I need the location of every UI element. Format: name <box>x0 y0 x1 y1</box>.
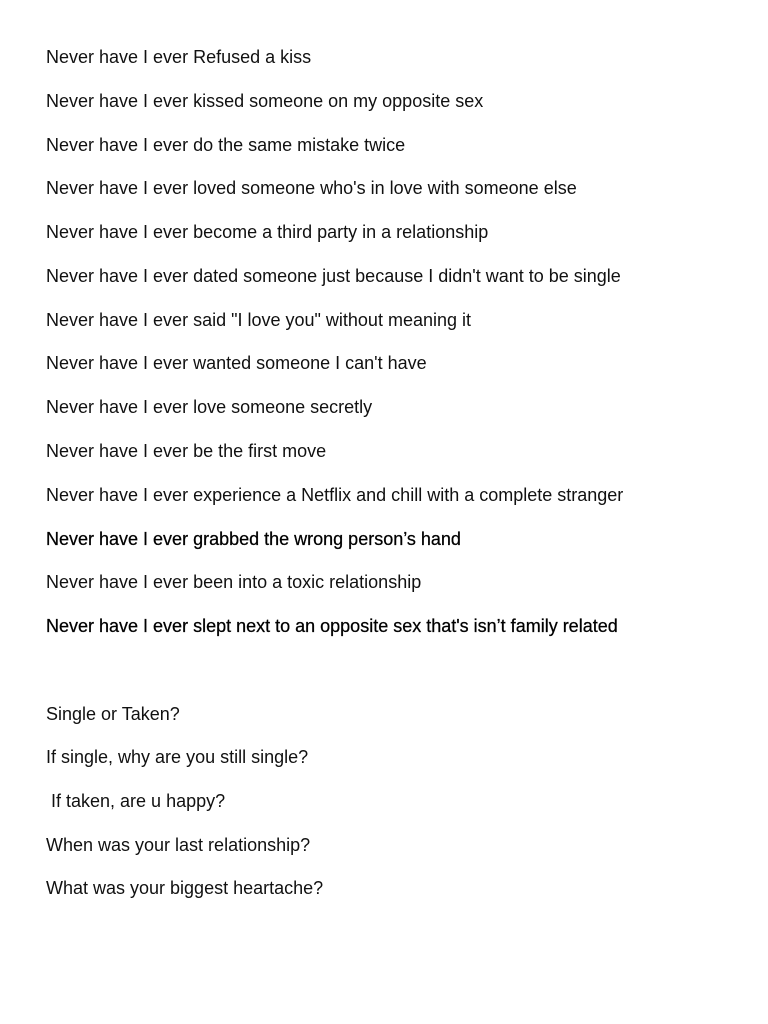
never-have-i-ever-item: Never have I ever been into a toxic relationship <box>46 572 422 592</box>
never-have-i-ever-item: Never have I ever Refused a kiss <box>46 47 312 67</box>
question-item: If single, why are you still single? <box>46 747 309 767</box>
never-have-i-ever-item: Never have I ever experience a Netflix and chill with a complete stranger <box>46 485 624 505</box>
never-have-i-ever-item: Never have I ever do the same mistake twice <box>46 135 406 155</box>
never-have-i-ever-item: Never have I ever kissed someone on my opposite sex <box>46 91 484 111</box>
question-item: When was your last relationship? <box>46 835 311 855</box>
question-item: Single or Taken? <box>46 704 180 724</box>
question-item: If taken, are u happy? <box>46 791 226 811</box>
never-have-i-ever-item: Never have I ever grabbed the wrong person’s hand <box>46 529 461 549</box>
never-have-i-ever-item: Never have I ever loved someone who's in love with someone else <box>46 178 577 198</box>
never-have-i-ever-item: Never have I ever love someone secretly <box>46 397 373 417</box>
never-have-i-ever-item: Never have I ever be the first move <box>46 441 327 461</box>
never-have-i-ever-item: Never have I ever dated someone just because I didn't want to be single <box>46 266 621 286</box>
never-have-i-ever-item: Never have I ever wanted someone I can't have <box>46 353 427 373</box>
never-have-i-ever-item: Never have I ever said "I love you" without meaning it <box>46 310 471 330</box>
question-item: What was your biggest heartache? <box>46 878 324 898</box>
never-have-i-ever-item: Never have I ever slept next to an opposite sex that's isn’t family related <box>46 616 618 636</box>
never-have-i-ever-item: Never have I ever become a third party in a relationship <box>46 222 489 242</box>
